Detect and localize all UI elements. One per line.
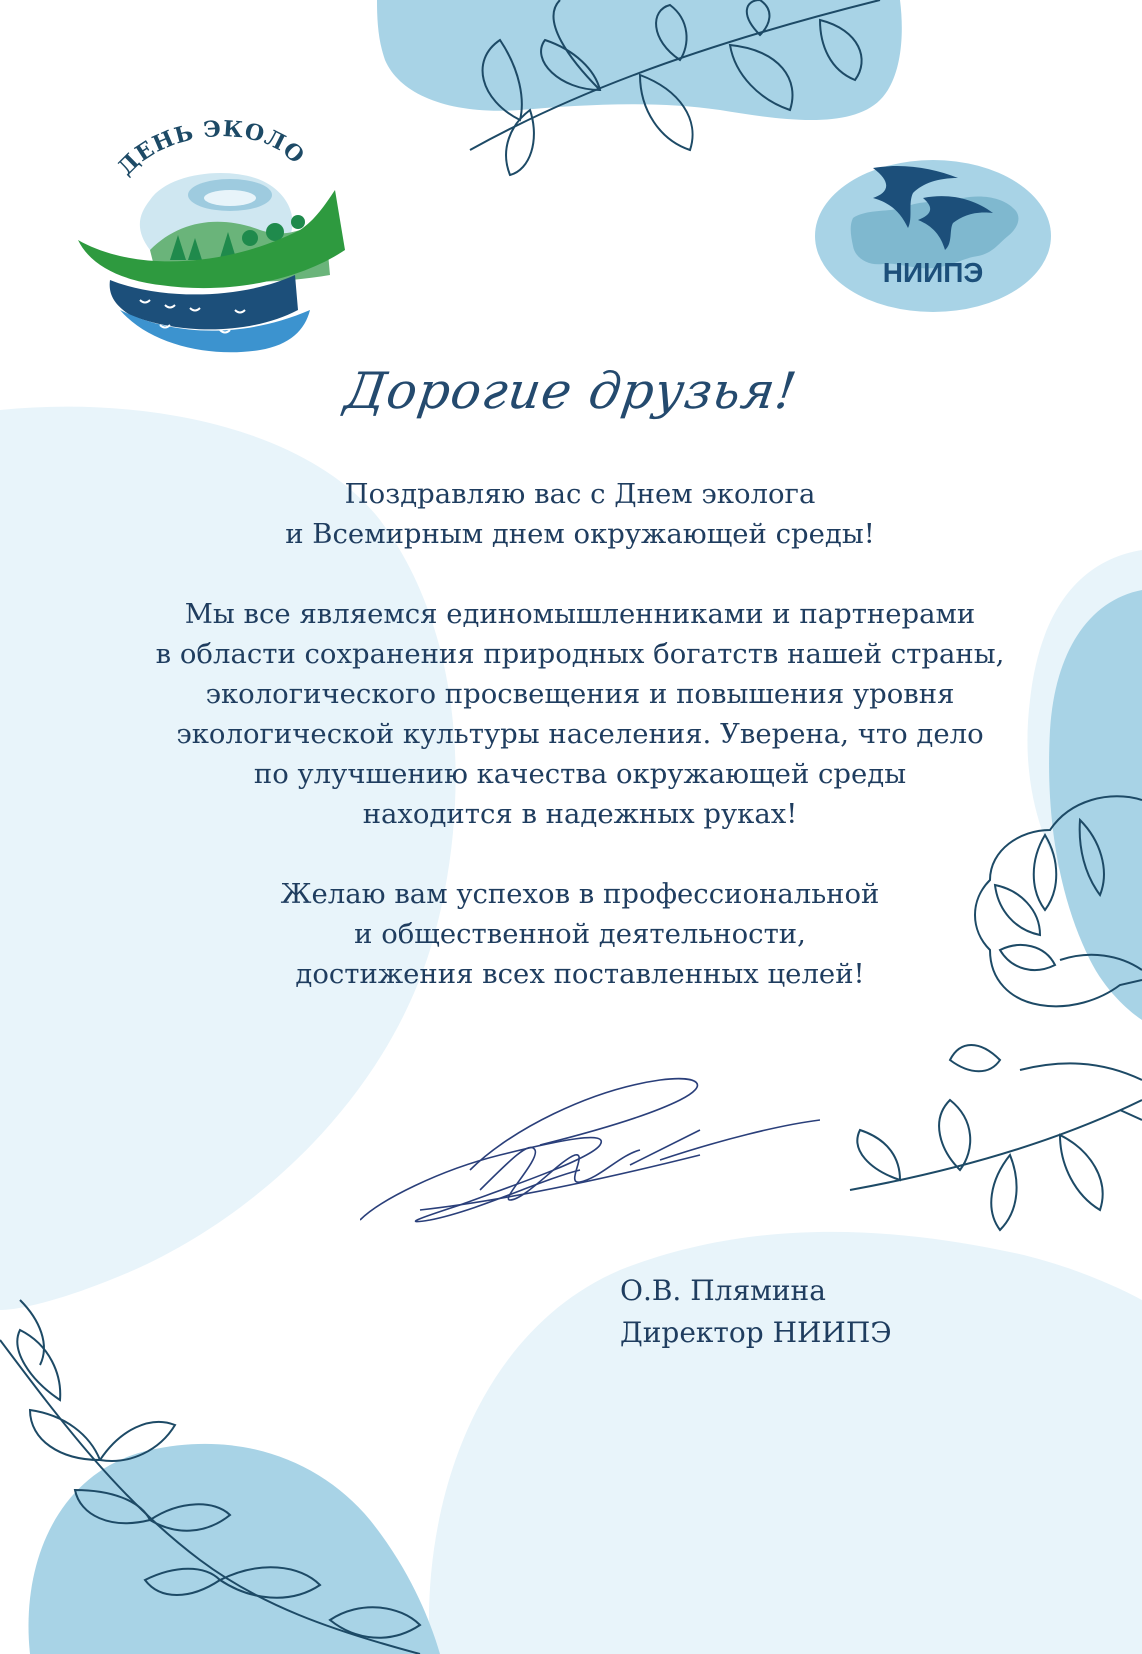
niipe-logo-text: НИИПЭ (882, 257, 984, 288)
text-line: экологического просвещения и повышения уровня (205, 678, 955, 710)
signer-name: О.В. Плямина (620, 1274, 826, 1307)
letter-body (110, 474, 1050, 1034)
text-line: и общественной деятельности, (354, 918, 806, 950)
signer-block (620, 1270, 892, 1354)
text-line: в области сохранения природных богатств нашей страны, (155, 638, 1005, 670)
text-line: экологической культуры населения. Уверена, что дело (176, 718, 984, 750)
text-line: Мы все являемся единомышленниками и партнерами (184, 598, 976, 630)
text-line: Поздравляю вас с Днем эколога (344, 478, 816, 510)
bottom-left-blue-blob (29, 1444, 441, 1654)
text-line: находится в надежных руках! (362, 798, 798, 830)
top-blue-blob (377, 0, 902, 120)
greeting-title: Дорогие друзья! (341, 362, 801, 420)
paragraph (110, 594, 1050, 834)
eco-day-logo-text: ДЕНЬ ЭКОЛО (112, 115, 310, 181)
text-line: достижения всех поставленных целей! (295, 958, 865, 990)
niipe-logo (813, 158, 1053, 314)
signer-title: Директор НИИПЭ (620, 1316, 892, 1349)
paragraph (110, 474, 1050, 554)
text-line: Желаю вам успехов в профессиональной (280, 878, 880, 910)
handwritten-signature (360, 1060, 820, 1240)
text-line: по улучшению качества окружающей среды (253, 758, 907, 790)
text-line: и Всемирным днем окружающей среды! (285, 518, 875, 550)
paragraph (110, 874, 1050, 994)
eco-day-logo (70, 110, 370, 360)
svg-text:ДЕНЬ ЭКОЛОГА (70, 110, 310, 181)
